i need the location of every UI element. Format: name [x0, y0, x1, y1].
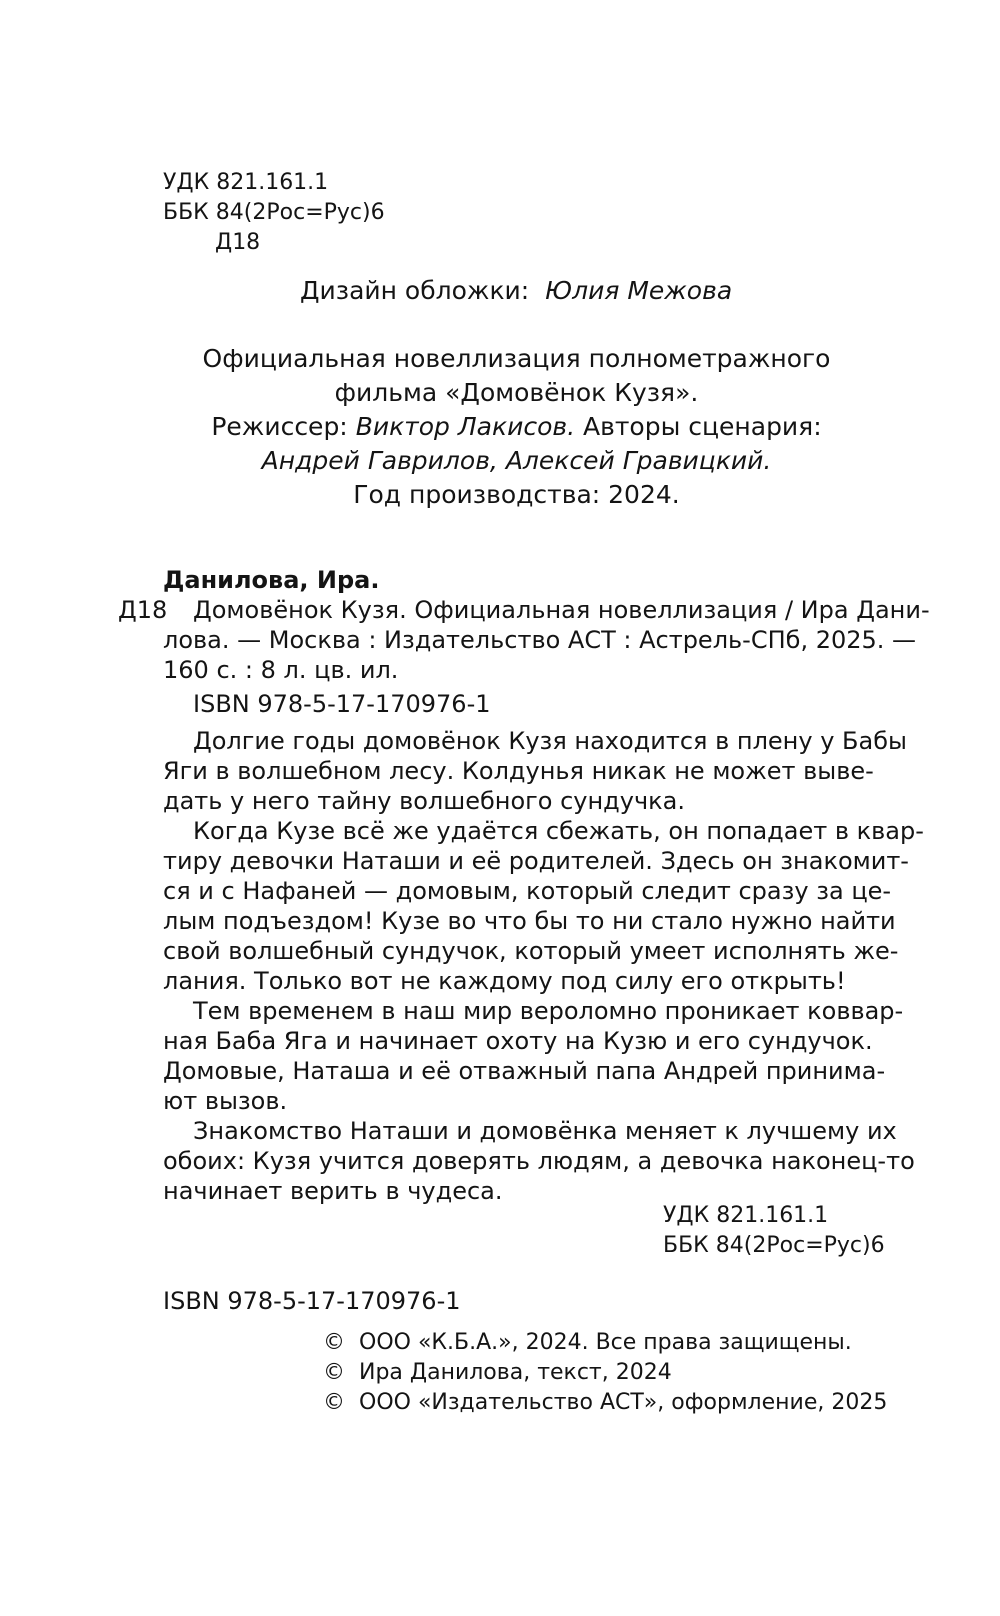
- annotation-line: Домовые, Наташа и её отважный папа Андрей принима-: [163, 1057, 886, 1085]
- writers-label: Авторы сценария:: [575, 412, 822, 441]
- annotation-line: начинает верить в чудеса.: [163, 1177, 503, 1205]
- cover-designer-name: Юлия Межова: [545, 276, 733, 305]
- film-director-line: [163, 412, 870, 441]
- copyright-icon: ©: [323, 1360, 345, 1385]
- annotation-line: обоих: Кузя учится доверять людям, а девочка наконец-то: [163, 1147, 915, 1175]
- isbn-main: ISBN 978-5-17-170976-1: [163, 1287, 461, 1315]
- annotation-line: Долгие годы домовёнок Кузя находится в плену у Бабы: [193, 727, 907, 755]
- bib-isbn: ISBN 978-5-17-170976-1: [193, 690, 491, 718]
- copyright-line: [323, 1330, 852, 1355]
- udk-code-bottom: УДК 821.161.1: [663, 1203, 829, 1228]
- copyright-line: [323, 1390, 887, 1415]
- annotation-line: ся и с Нафаней — домовым, который следит сразу за це-: [163, 877, 892, 905]
- writers-names: Андрей Гаврилов, Алексей Гравицкий.: [261, 446, 772, 475]
- annotation-line: дать у него тайну волшебного сундучка.: [163, 787, 685, 815]
- copyright-text: Ира Данилова, текст, 2024: [359, 1360, 672, 1385]
- copyright-line: [323, 1360, 672, 1385]
- cover-design-credit: [300, 276, 732, 305]
- annotation-line: Знакомство Наташи и домовёнка меняет к лучшему их: [193, 1117, 897, 1145]
- annotation-line: свой волшебный сундучок, который умеет исполнять же-: [163, 937, 899, 965]
- copyright-icon: ©: [323, 1390, 345, 1415]
- annotation-line: Тем временем в наш мир вероломно проникает коввар-: [193, 997, 904, 1025]
- annotation-line: Яги в волшебном лесу. Колдунья никак не может выве-: [163, 757, 874, 785]
- annotation-line: ют вызов.: [163, 1087, 288, 1115]
- copyright-icon: ©: [323, 1330, 345, 1355]
- film-info-line-2: фильма «Домовёнок Кузя».: [334, 378, 699, 407]
- cover-design-label: Дизайн обложки:: [300, 276, 530, 305]
- annotation-line: лания. Только вот не каждому под силу его открыть!: [163, 967, 846, 995]
- copyright-text: ООО «К.Б.А.», 2024. Все права защищены.: [359, 1330, 852, 1355]
- film-info-line-1: Официальная новеллизация полнометражного: [202, 344, 831, 373]
- annotation-line: тиру девочки Наташи и её родителей. Здесь он знакомит-: [163, 847, 909, 875]
- bbk-code-top: ББК 84(2Рос=Рус)6: [163, 200, 385, 225]
- author-heading: Данилова, Ира.: [163, 566, 380, 594]
- annotation-line: Когда Кузе всё же удаётся сбежать, он попадает в квар-: [193, 817, 924, 845]
- author-mark-top: Д18: [215, 230, 261, 255]
- director-label: Режиссер:: [211, 412, 348, 441]
- udk-code-top: УДК 821.161.1: [163, 170, 329, 195]
- bib-desc-line-2: лова. — Москва : Издательство АСТ : Астрель-СПб, 2025. —: [163, 626, 917, 654]
- annotation-line: лым подъездом! Кузе во что бы то ни стало нужно найти: [163, 907, 896, 935]
- director-name: Виктор Лакисов.: [355, 412, 576, 441]
- production-year: Год производства: 2024.: [353, 480, 680, 509]
- copyright-text: ООО «Издательство АСТ», оформление, 2025: [359, 1390, 888, 1415]
- bib-desc-line-3: 160 с. : 8 л. цв. ил.: [163, 656, 399, 684]
- bbk-code-bottom: ББК 84(2Рос=Рус)6: [663, 1233, 885, 1258]
- annotation-line: ная Баба Яга и начинает охоту на Кузю и его сундучок.: [163, 1027, 873, 1055]
- author-mark: Д18: [118, 596, 168, 624]
- bib-desc-line-1: Домовёнок Кузя. Официальная новеллизация / Ира Дани-: [193, 596, 930, 624]
